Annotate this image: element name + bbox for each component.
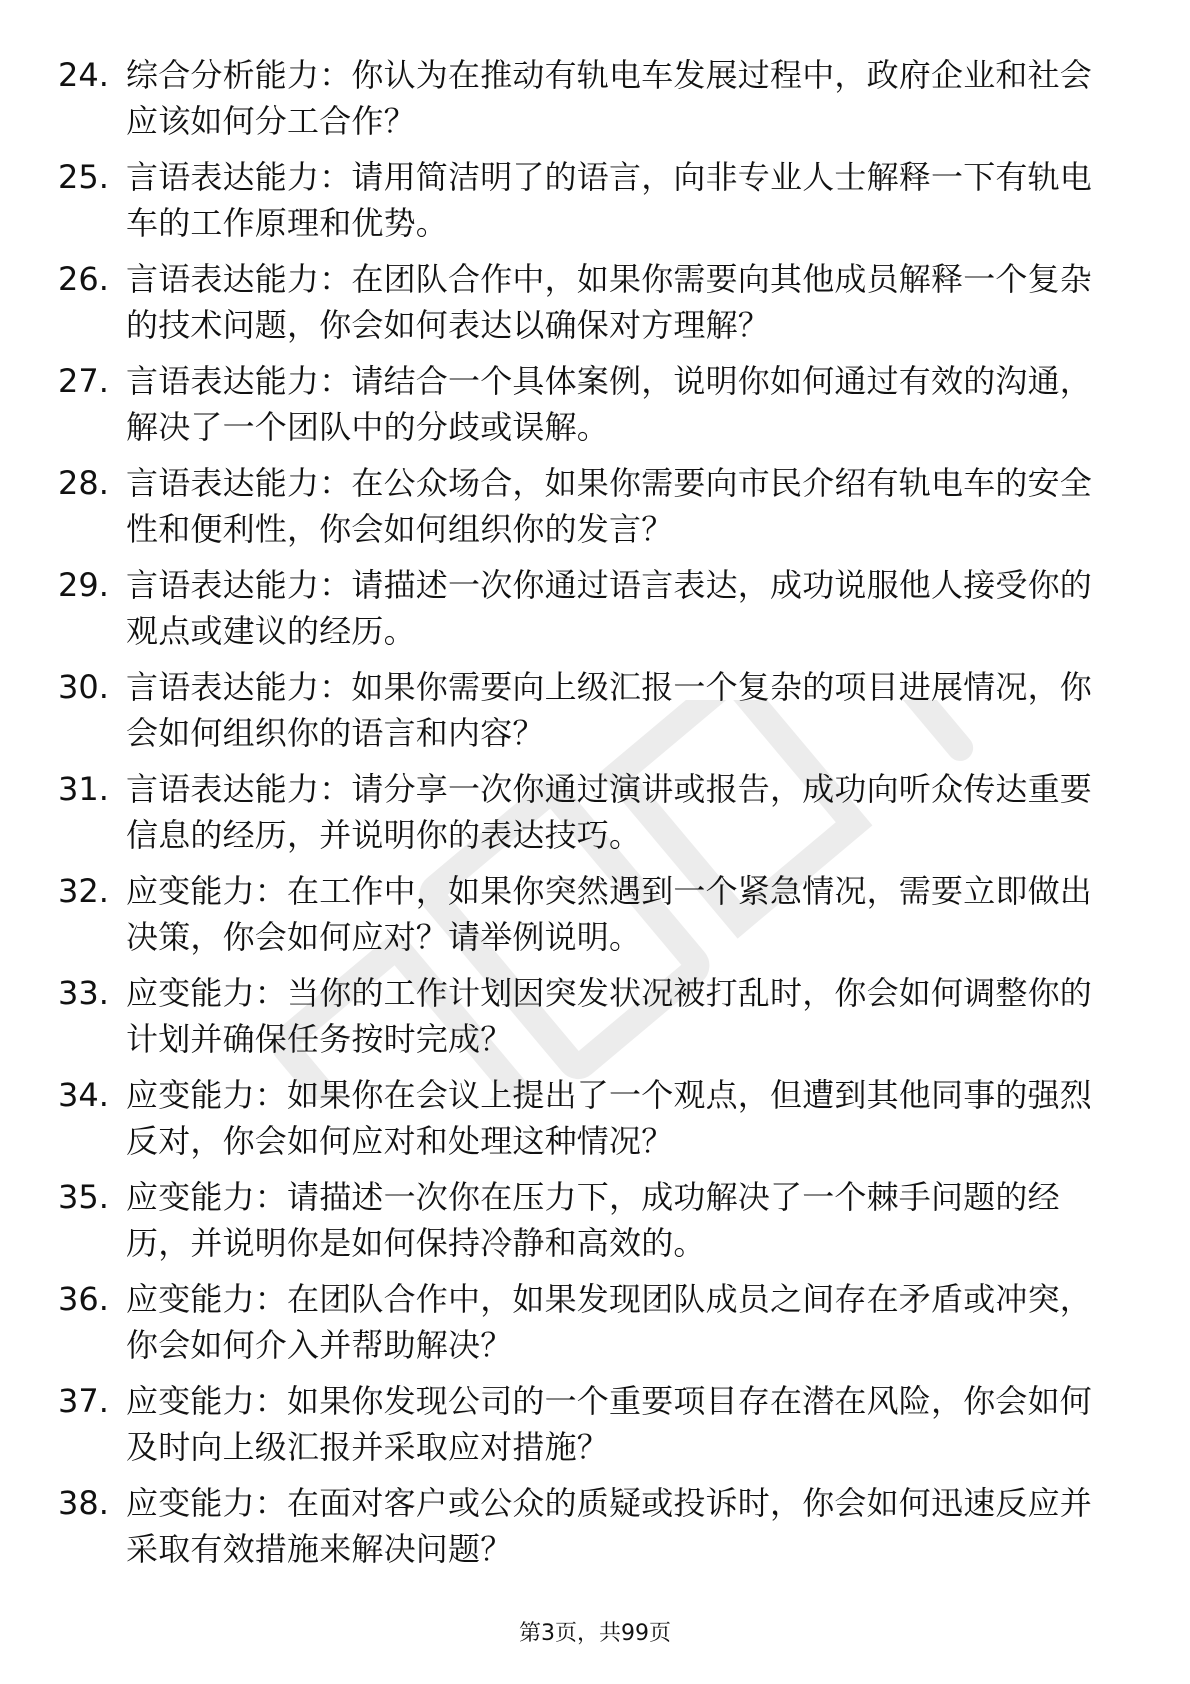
question-item bbox=[58, 52, 1118, 154]
question-text: 应变能力：在面对客户或公众的质疑或投诉时，你会如何迅速反应并采取有效措施来解决问题？ bbox=[126, 1484, 1093, 1568]
question-item bbox=[58, 970, 1118, 1072]
question-item bbox=[58, 1072, 1118, 1174]
question-text: 应变能力：当你的工作计划因突发状况被打乱时，你会如何调整你的计划并确保任务按时完成？ bbox=[126, 974, 1093, 1058]
question-text: 言语表达能力：请分享一次你通过演讲或报告，成功向听众传达重要信息的经历，并说明你的表达技巧。 bbox=[126, 770, 1093, 854]
question-item bbox=[58, 664, 1118, 766]
question-number: 29. bbox=[58, 566, 109, 604]
question-number: 24. bbox=[58, 56, 109, 94]
question-text: 言语表达能力：请结合一个具体案例，说明你如何通过有效的沟通，解决了一个团队中的分歧或误解。 bbox=[126, 362, 1093, 446]
question-text: 综合分析能力：你认为在推动有轨电车发展过程中，政府企业和社会应该如何分工合作？ bbox=[126, 56, 1093, 140]
question-number: 32. bbox=[58, 872, 109, 910]
question-number: 38. bbox=[58, 1484, 109, 1522]
question-number: 31. bbox=[58, 770, 109, 808]
question-text: 应变能力：如果你在会议上提出了一个观点，但遭到其他同事的强烈反对，你会如何应对和处理这种情况？ bbox=[126, 1076, 1093, 1160]
question-text: 应变能力：在团队合作中，如果发现团队成员之间存在矛盾或冲突，你会如何介入并帮助解决？ bbox=[126, 1280, 1093, 1364]
question-item bbox=[58, 868, 1118, 970]
question-item bbox=[58, 766, 1118, 868]
page-number-label: 第3页，共99页 bbox=[519, 1621, 671, 1646]
question-number: 25. bbox=[58, 158, 109, 196]
question-item bbox=[58, 256, 1118, 358]
question-item bbox=[58, 1276, 1118, 1378]
question-number: 35. bbox=[58, 1178, 109, 1216]
question-item bbox=[58, 562, 1118, 664]
question-text: 言语表达能力：在公众场合，如果你需要向市民介绍有轨电车的安全性和便利性，你会如何组织你的发言？ bbox=[126, 464, 1093, 548]
question-item bbox=[58, 460, 1118, 562]
question-item bbox=[58, 1378, 1118, 1480]
question-text: 言语表达能力：请用简洁明了的语言，向非专业人士解释一下有轨电车的工作原理和优势。 bbox=[126, 158, 1093, 242]
question-text: 言语表达能力：请描述一次你通过语言表达，成功说服他人接受你的观点或建议的经历。 bbox=[126, 566, 1093, 650]
question-number: 28. bbox=[58, 464, 109, 502]
question-number: 30. bbox=[58, 668, 109, 706]
question-number: 27. bbox=[58, 362, 109, 400]
question-text: 言语表达能力：如果你需要向上级汇报一个复杂的项目进展情况，你会如何组织你的语言和内容？ bbox=[126, 668, 1093, 752]
question-text: 应变能力：请描述一次你在压力下，成功解决了一个棘手问题的经历，并说明你是如何保持冷静和高效的。 bbox=[126, 1178, 1060, 1262]
question-item bbox=[58, 1174, 1118, 1276]
question-item bbox=[58, 154, 1118, 256]
question-text: 言语表达能力：在团队合作中，如果你需要向其他成员解释一个复杂的技术问题，你会如何表达以确保对方理解？ bbox=[126, 260, 1093, 344]
question-item bbox=[58, 1480, 1118, 1582]
question-number: 37. bbox=[58, 1382, 109, 1420]
question-number: 33. bbox=[58, 974, 109, 1012]
question-text: 应变能力：在工作中，如果你突然遇到一个紧急情况，需要立即做出决策，你会如何应对？请举例说明。 bbox=[126, 872, 1093, 956]
question-text: 应变能力：如果你发现公司的一个重要项目存在潜在风险，你会如何及时向上级汇报并采取应对措施？ bbox=[126, 1382, 1093, 1466]
page-footer bbox=[0, 1620, 1190, 1648]
question-number: 26. bbox=[58, 260, 109, 298]
question-item bbox=[58, 358, 1118, 460]
question-number: 36. bbox=[58, 1280, 109, 1318]
question-number: 34. bbox=[58, 1076, 109, 1114]
question-list bbox=[58, 52, 1118, 1582]
